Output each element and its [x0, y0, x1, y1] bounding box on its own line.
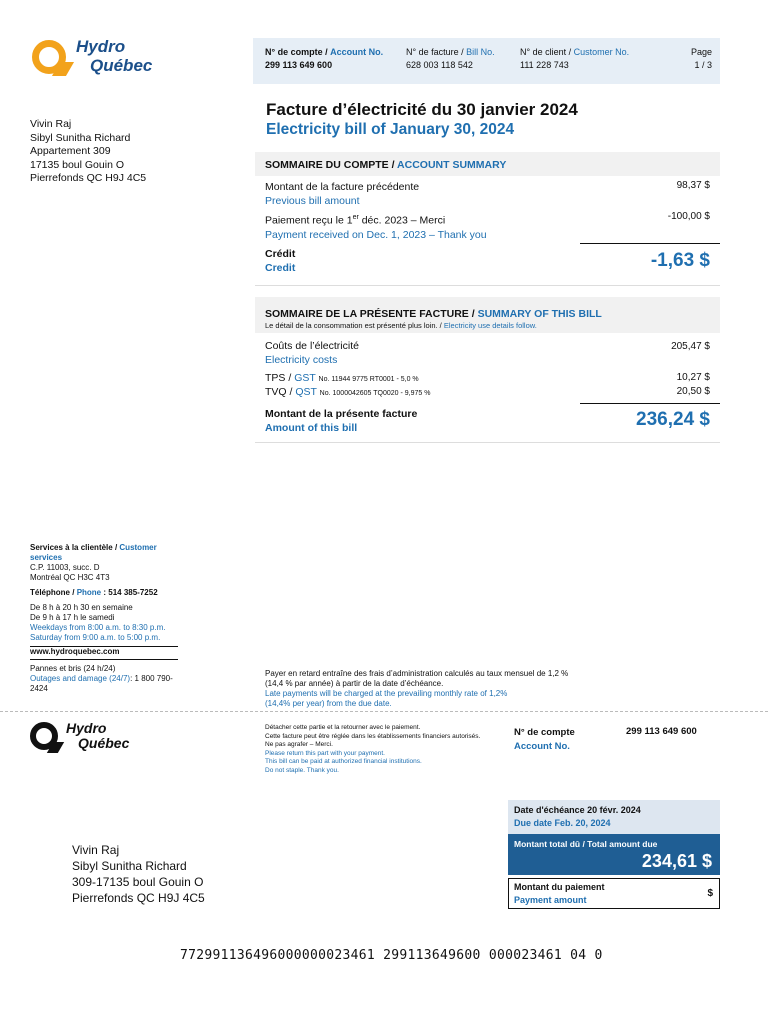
page-number: 1 / 3	[694, 60, 712, 70]
total-due-amount: 234,61 $	[641, 851, 712, 871]
credit-divider	[580, 243, 720, 244]
bill-summary-header: SOMMAIRE DE LA PRÉSENTE FACTURE / SUMMARY OF THIS BILL Le détail de la consommation est présenté plus loin. / Electricity use details follow.	[255, 297, 720, 333]
stub-account-number: 299 113 649 600	[626, 726, 697, 737]
stub-instructions: Détacher cette partie et la retourner avec le paiement. Cette facture peut être réglée dans les établissements financiers autorisés. Ne pas agrafer – Merci. Please return this part with your payment. This bill can be paid at authorized financial institutions. Do not staple. Thank you.	[265, 724, 481, 774]
phone-number: : 514 385-7252	[103, 588, 158, 597]
late-payment-notice: Payer en retard entraîne des frais d’administration calculés au taux mensuel de 1,2 % (14,4 % par année) à partir de la date d’échéance. Late payments will be charged at the prevailing monthly rate of 1,2% (14,4% per year) from the due date.	[265, 669, 569, 708]
previous-bill-amount: 98,37 $	[676, 180, 710, 191]
bill-number: 628 003 118 542	[406, 60, 473, 70]
website-link[interactable]: www.hydroquebec.com	[30, 647, 120, 656]
due-date-en: Due date Feb. 20, 2024	[514, 818, 611, 828]
gst-amount: 10,27 $	[676, 372, 710, 383]
header-page: Page 1 / 3	[672, 46, 712, 72]
stub-logo: Hydro Québec	[30, 720, 150, 756]
account-number: 299 113 649 600	[265, 60, 333, 70]
bill-divider	[580, 403, 720, 404]
credit-amount: -1,63 $	[650, 250, 710, 271]
qst-amount: 20,50 $	[676, 386, 710, 397]
recipient-address: Vivin Raj Sibyl Sunitha Richard Appartement 309 17135 boul Gouin O Pierrefonds QC H9J 4C5	[30, 118, 147, 184]
total-due-box: Montant total dû / Total amount due 234,61 $	[508, 834, 720, 875]
due-date-fr: Date d'échéance 20 févr. 2024	[514, 805, 641, 815]
client-number: 111 228 743	[520, 60, 569, 70]
bill-title-fr: Facture d’électricité du 30 janvier 2024	[266, 100, 578, 119]
header-client: N° de client / Customer No. 111 228 743	[520, 47, 630, 70]
electricity-cost-amount: 205,47 $	[671, 341, 710, 352]
account-summary-body: Montant de la facture précédente Previous bill amount 98,37 $ Paiement reçu le 1er déc. 2023 – Merci Payment received on Dec. 1, 2023 – Thank you -100,00 $ Crédit Credit -1,63 $	[255, 176, 720, 286]
bill-title-en: Electricity bill of January 30, 2024	[266, 121, 515, 138]
logo-line2: Québec	[90, 56, 153, 75]
hydro-quebec-logo	[32, 36, 172, 82]
customer-services: Services à la clientèle / Customer services C.P. 11003, succ. D Montréal QC H3C 4T3 Téléphone / Phone : 514 385-7252 De 8 h à 20 h 30 en semaine De 9 h à 17 h le samedi Weekdays from 8:00 a.m. to 8:30 p.m. Saturday from 9:00 a.m. to 5:00 p.m. www.hydroquebec.com Pannes et bris (24 h/24) Outages and damage (24/7): 1 800 790-2424	[30, 543, 178, 694]
due-date-box	[508, 800, 720, 834]
header-account: N° de compte / Account No. 299 113 649 600	[265, 47, 384, 70]
ocr-scan-line: 772991136496000000023461 299113649600 000023461 04 0	[180, 948, 603, 963]
bill-summary-body: Coûts de l’électricité Electricity costs 205,47 $ TPS / GST No. 11944 9775 RT0001 - 5,0 % 10,27 $ TVQ / QST No. 1000042605 TQ0020 - 9,975 % 20,50 $ Montant de la présente facture Amount of this bill 236,24 $	[255, 333, 720, 443]
payment-received-amount: -100,00 $	[667, 211, 710, 222]
payment-amount-field[interactable]: Montant du paiement Payment amount $	[508, 878, 720, 909]
account-summary-header: SOMMAIRE DU COMPTE / ACCOUNT SUMMARY	[255, 152, 720, 176]
logo-line1: Hydro	[76, 37, 126, 56]
stub-address: Vivin Raj Sibyl Sunitha Richard 309-17135 boul Gouin O Pierrefonds QC H9J 4C5	[72, 843, 205, 905]
header-bill: N° de facture / Bill No. 628 003 118 542	[406, 47, 495, 70]
stub-account: N° de compte Account No.	[514, 727, 575, 752]
bill-amount: 236,24 $	[636, 409, 710, 430]
detach-line	[0, 711, 768, 712]
